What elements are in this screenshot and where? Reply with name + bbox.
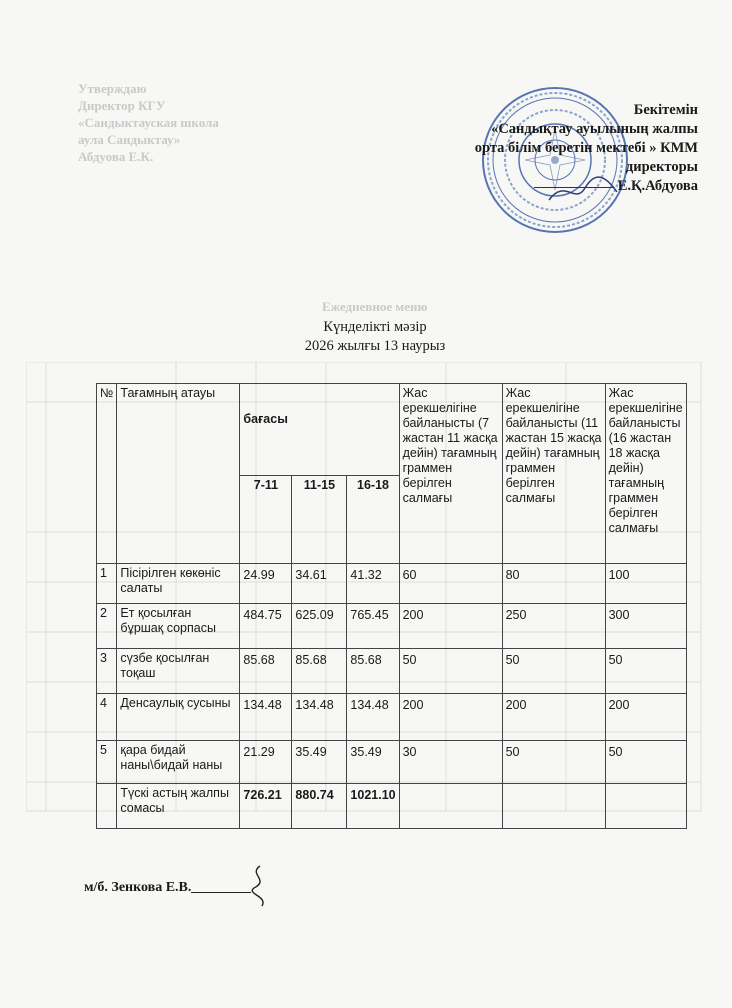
approval-block: [398, 101, 698, 196]
total-price-16-18: 1021.10: [347, 784, 399, 829]
header-price-label: бағасы: [243, 412, 288, 426]
approval-signature-line: [398, 177, 698, 196]
table-row: [97, 564, 687, 604]
weight-16-18: 300: [605, 604, 686, 649]
director-name: Е.Қ.Абдуова: [617, 178, 698, 194]
approval-line: «Сандықтау ауылының жалпы: [491, 121, 698, 137]
ghost-line: «Сандыктауская школа: [78, 115, 219, 130]
approval-line: орта білім беретін мектебі » КММ: [474, 140, 698, 156]
signature-block: [84, 880, 251, 896]
nurse-signature: [240, 862, 280, 912]
menu-date: 2026 жылғы 13 наурыз: [304, 338, 446, 354]
ghost-header: [78, 80, 219, 165]
total-price-11-15: 880.74: [292, 784, 347, 829]
approval-line: Бекітемін: [633, 102, 698, 118]
price-11-15: 85.68: [292, 649, 347, 694]
header-number: №: [97, 384, 117, 564]
weight-11-15: 80: [502, 564, 605, 604]
total-price-7-11: 726.21: [240, 784, 292, 829]
header-age-11-15: 11-15: [292, 476, 347, 564]
price-11-15: 35.49: [292, 741, 347, 784]
price-16-18: 35.49: [347, 741, 399, 784]
ghost-line: Директор КГУ: [78, 98, 166, 113]
header-weight-7-11: Жас ерекшелігіне байланысты (7 жастан 11 жасқа дейін) тағамның граммен берілген салмағы: [399, 384, 502, 564]
total-weight-cell: [502, 784, 605, 829]
total-weight-cell: [399, 784, 502, 829]
ghost-line: Утверждаю: [78, 81, 147, 96]
header-weight-11-15: Жас ерекшелігіне байланысты (11 жастан 15 жасқа дейін) тағамның граммен берілген салмағы: [502, 384, 605, 564]
row-number: 3: [97, 649, 117, 694]
header-dish-name: Тағамның атауы: [117, 384, 240, 564]
weight-16-18: 200: [605, 694, 686, 741]
price-7-11: 134.48: [240, 694, 292, 741]
dish-name: сүзбе қосылған тоқаш: [117, 649, 240, 694]
page-title: Күнделікті мәзір: [323, 319, 427, 335]
price-16-18: 41.32: [347, 564, 399, 604]
row-number: 4: [97, 694, 117, 741]
row-number: 2: [97, 604, 117, 649]
total-number-cell: [97, 784, 117, 829]
weight-11-15: 50: [502, 741, 605, 784]
ghost-line: Абдуова Е.К.: [78, 149, 154, 164]
weight-7-11: 200: [399, 604, 502, 649]
weight-16-18: 50: [605, 741, 686, 784]
table-header-row: [97, 384, 687, 476]
price-16-18: 765.45: [347, 604, 399, 649]
weight-7-11: 30: [399, 741, 502, 784]
weight-11-15: 250: [502, 604, 605, 649]
price-7-11: 484.75: [240, 604, 292, 649]
price-16-18: 85.68: [347, 649, 399, 694]
dish-name: Денсаулық сусыны: [117, 694, 240, 741]
weight-7-11: 50: [399, 649, 502, 694]
dish-name: қара бидай наны\бидай наны: [117, 741, 240, 784]
table-row: [97, 604, 687, 649]
row-number: 1: [97, 564, 117, 604]
price-7-11: 21.29: [240, 741, 292, 784]
weight-16-18: 50: [605, 649, 686, 694]
price-11-15: 34.61: [292, 564, 347, 604]
weight-11-15: 50: [502, 649, 605, 694]
price-7-11: 85.68: [240, 649, 292, 694]
header-weight-16-18: Жас ерекшелігіне байланысты (16 жастан 18 жасқа дейін) тағамның граммен берілген салмағы: [605, 384, 686, 564]
dish-name: Ет қосылған бұршақ сорпасы: [117, 604, 240, 649]
table-row: [97, 649, 687, 694]
weight-7-11: 60: [399, 564, 502, 604]
price-7-11: 24.99: [240, 564, 292, 604]
weight-11-15: 200: [502, 694, 605, 741]
weight-16-18: 100: [605, 564, 686, 604]
total-label: Түскі астың жалпы сомасы: [117, 784, 240, 829]
table-row: [97, 741, 687, 784]
table-total-row: [97, 784, 687, 829]
total-weight-cell: [605, 784, 686, 829]
price-11-15: 625.09: [292, 604, 347, 649]
signer-name: м/б. Зенкова Е.В.: [84, 880, 192, 895]
header-age-7-11: 7-11: [240, 476, 292, 564]
header-price: [240, 384, 399, 476]
ghost-line: аула Сандыктау»: [78, 132, 181, 147]
row-number: 5: [97, 741, 117, 784]
signature-underline: [534, 187, 614, 188]
table-row: [97, 694, 687, 741]
price-11-15: 134.48: [292, 694, 347, 741]
menu-title: [240, 318, 510, 356]
weight-7-11: 200: [399, 694, 502, 741]
price-16-18: 134.48: [347, 694, 399, 741]
ghost-menu-title: Ежедневное меню: [322, 299, 428, 314]
dish-name: Пісірілген көкөніс салаты: [117, 564, 240, 604]
header-age-16-18: 16-18: [347, 476, 399, 564]
approval-line: директоры: [625, 159, 698, 175]
daily-menu-table: [96, 383, 687, 829]
